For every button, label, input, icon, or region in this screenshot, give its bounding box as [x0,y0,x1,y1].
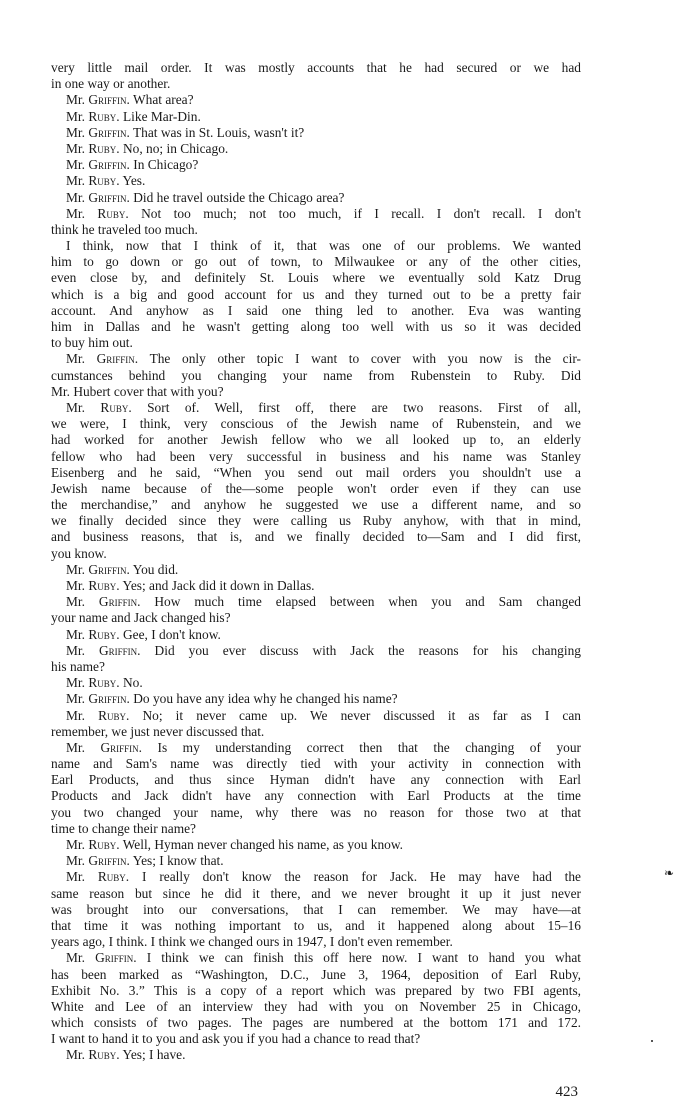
speaker-title: Mr. [66,626,85,642]
text-line [51,740,581,756]
text-line [51,627,581,643]
line-text: No; it never came up. We never discussed it as far as I can [142,707,581,723]
speaker-turn [51,675,581,691]
text-line [51,270,581,286]
speaker-title: Mr. [66,642,85,658]
text-line [51,805,581,821]
line-text: and business reasons, that is, and we finally decided to—Sam and I did first, [51,529,581,545]
speaker-turn [51,109,581,125]
speaker-title: Mr. [66,351,85,367]
speaker-turn [51,627,581,643]
text-line [51,756,581,772]
speaker-name: Ruby. [88,173,120,189]
line-text: You did. [132,561,179,577]
line-text: account. And anyhow as I said one thing led to another. Eva was wanting [51,302,581,318]
text-line [51,821,581,837]
speaker-name: Ruby. [88,140,120,156]
line-text: that time it was nothing important to us, and it happened along about 15–16 [51,917,581,933]
text-line [51,109,581,125]
speaker-turn [51,125,581,141]
speaker-title: Mr. [66,837,85,852]
line-text: Mr. Hubert cover that with you? [51,383,224,399]
speaker-name: Griffin. [88,691,130,707]
text-line [51,1047,581,1063]
speaker-name: Griffin. [95,950,137,966]
text-line [51,918,581,934]
speaker-name: Griffin. [88,189,130,205]
text-line [51,319,581,335]
line-text: which is a big and good account for us and they turned out to be a pretty fair [51,286,581,302]
line-text: The only other topic I want to cover with you now is the cir- [149,351,581,367]
text-line [51,1031,581,1047]
speaker-title: Mr. [66,578,85,593]
speaker-title: Mr. [66,707,85,723]
line-text: Yes; I have. [122,1047,186,1063]
text-line [51,708,581,724]
text-line [51,983,581,999]
line-text: we were, I think, very conscious of the Jewish name of Rubenstein, and we [51,416,581,432]
line-text: name and Sam's name was directly tied with your activity in connection with [51,756,581,772]
line-text: Did he travel outside the Chicago area? [133,189,345,205]
line-text: What area? [132,92,194,108]
text-line [51,157,581,173]
line-text: Products and Jack didn't have any connection with Earl Products at the time [51,788,581,804]
text-line [51,190,581,206]
text-line [51,368,581,384]
text-line [51,610,581,626]
text-line [51,449,581,465]
speaker-turn [51,562,581,578]
line-text: Earl Products, and thus since Hyman didn't have any connection with Earl [51,772,581,788]
line-text: In Chicago? [133,157,199,173]
line-text: fellow who had been very successful in business and his name was Stanley [51,448,581,464]
line-text: Do you have any idea why he changed his name? [133,691,398,707]
text-line [51,222,581,238]
transcript-body [51,60,581,1064]
speaker-turn [51,92,581,108]
line-text: Eisenberg and he said, “When you send out mail orders you shouldn't use a [51,464,581,480]
line-text: him to go down or go out of town, to Milwaukee or any of the other cities, [51,254,581,270]
speaker-name: Griffin. [100,739,143,755]
line-text: I think, now that I think of it, that was one of our problems. We wanted [66,238,581,254]
speaker-name: Griffin. [88,124,130,140]
speaker-title: Mr. [66,399,85,415]
line-text: in one way or another. [51,76,171,92]
line-text: That was in St. Louis, wasn't it? [132,124,305,140]
speaker-title: Mr. [66,561,85,577]
line-text: him in Dallas and he wasn't getting along too well with us so it was decided [51,319,581,334]
text-line [51,967,581,983]
speaker-name: Griffin. [88,92,130,108]
line-text: Sort of. Well, first off, there are two reasons. First of all, [147,399,581,415]
text-line [51,902,581,918]
text-line [51,76,581,92]
line-text: which consists of two pages. The pages are numbered at the bottom 171 and 172. [51,1015,581,1031]
speaker-name: Griffin. [88,561,130,577]
line-text: even close by, and definitely St. Louis where we eventually sold Katz Drug [51,270,581,286]
speaker-name: Ruby. [88,837,120,852]
speaker-title: Mr. [66,869,85,885]
line-text: to buy him out. [51,335,133,351]
speaker-turn [51,141,581,157]
line-text: you know. [51,545,107,561]
speaker-title: Mr. [66,594,85,610]
speaker-turn [51,708,581,740]
text-line [51,351,581,367]
line-text: very little mail order. It was mostly accounts that he had secured or we had [51,60,581,75]
line-text: remember, we just never discussed that. [51,723,265,739]
speaker-title: Mr. [66,157,85,173]
text-line [51,416,581,432]
text-line [51,999,581,1015]
line-text: I think we can finish this off here now. I want to hand you what [146,950,581,966]
text-line [51,546,581,562]
speaker-turn [51,578,581,594]
text-line [51,934,581,950]
speaker-title: Mr. [66,853,85,869]
text-line [51,92,581,108]
speaker-title: Mr. [66,675,85,691]
text-line [51,303,581,319]
text-line [51,869,581,885]
text-line [51,384,581,400]
text-line [51,659,581,675]
speaker-name: Ruby. [88,675,120,691]
speaker-turn [51,206,581,238]
speaker-title: Mr. [66,691,85,707]
line-text: Yes; I know that. [132,853,224,869]
speaker-title: Mr. [66,124,85,140]
line-text: same reason but since he did it there, and we never brought it up it just never [51,885,581,901]
text-line [51,772,581,788]
line-text: I want to hand it to you and ask you if you had a chance to read that? [51,1031,421,1047]
text-line [51,578,581,594]
line-text: No. [122,675,143,691]
text-line [51,287,581,303]
line-text: Exhibit No. 3.” This is a copy of a report which was prepared by two FBI agents, [51,982,581,998]
speaker-turn [51,853,581,869]
speaker-name: Ruby. [100,399,132,415]
speaker-title: Mr. [66,173,85,189]
speaker-title: Mr. [66,140,85,156]
speaker-turn [51,1047,581,1063]
speaker-name: Ruby. [97,205,129,221]
text-line [51,173,581,189]
line-text: I really don't know the reason for Jack. He may have had the [142,869,581,885]
speaker-name: Ruby. [88,1047,120,1063]
text-line [51,529,581,545]
line-text: has been marked as “Washington, D.C., June 3, 1964, deposition of Earl Ruby, [51,966,581,982]
text-line [51,206,581,222]
text-line [51,886,581,902]
speaker-name: Ruby. [97,869,130,885]
text-line [51,643,581,659]
paragraph [51,238,581,351]
line-text: Is my understanding correct then that the changing of your [157,739,581,755]
ink-blot-mark: ❧ [664,866,675,880]
text-line [51,562,581,578]
line-text: your name and Jack changed his? [51,610,231,626]
line-text: Yes. [122,173,146,189]
speaker-turn [51,869,581,950]
line-text: White and Lee of an interview they had with you on November 25 in Chicago, [51,998,581,1014]
speaker-title: Mr. [66,739,85,755]
speaker-name: Ruby. [88,626,120,642]
line-text: Did you ever discuss with Jack the reasons for his changing [154,642,581,658]
page-number: 423 [555,1084,578,1100]
text-line [51,497,581,513]
line-text: years ago, I think. I think we changed ours in 1947, I don't even remember. [51,934,453,950]
text-line [51,853,581,869]
line-text: his name? [51,658,105,674]
speaker-turn [51,157,581,173]
line-text: How much time elapsed between when you and Sam changed [154,594,581,610]
line-text: cumstances behind you changing your name from Rubenstein to Ruby. Did [51,367,581,383]
speaker-name: Griffin. [98,594,141,610]
speaker-title: Mr. [66,1047,85,1063]
speaker-turn [51,837,581,853]
speaker-name: Griffin. [96,351,139,367]
text-line [51,950,581,966]
speaker-title: Mr. [66,92,85,108]
speaker-name: Ruby. [88,108,120,124]
line-text: we finally decided since they were calling us Ruby anyhow, with that in mind, [51,513,581,529]
speaker-title: Mr. [66,189,85,205]
text-line [51,465,581,481]
speaker-turn [51,643,581,675]
line-text: Jewish name because of the—some people won't order even if they can use [51,480,581,496]
text-line [51,1015,581,1031]
speaker-turn [51,400,581,562]
speaker-turn [51,740,581,837]
line-text: No, no; in Chicago. [122,140,229,156]
speaker-turn [51,691,581,707]
line-text: time to change their name? [51,820,197,836]
text-line [51,691,581,707]
line-text: Like Mar-Din. [122,108,201,124]
line-text: Yes; and Jack did it down in Dallas. [122,578,315,593]
text-line [51,837,581,853]
line-text: Well, Hyman never changed his name, as you know. [122,837,404,852]
speaker-name: Griffin. [99,642,141,658]
text-line [51,254,581,270]
speaker-name: Ruby. [88,578,120,593]
speaker-turn [51,173,581,189]
text-line [51,724,581,740]
line-text: Gee, I don't know. [122,626,221,642]
line-text: Not too much; not too much, if I recall. I don't recall. I don't [141,205,581,221]
line-text: think he traveled too much. [51,221,198,237]
speaker-turn [51,190,581,206]
line-text: you two changed your name, why there was no reason for those two at that [51,804,581,820]
speaker-title: Mr. [66,205,85,221]
speaker-turn [51,950,581,1047]
paragraph [51,60,581,92]
text-line [51,594,581,610]
text-line [51,400,581,416]
text-line [51,238,581,254]
stray-dot-mark [651,1040,653,1042]
speaker-name: Griffin. [88,853,130,869]
speaker-turn [51,594,581,626]
line-text: had worked for another Jewish fellow who we all looked up to, an elderly [51,432,581,448]
line-text: the merchandise,” and anyhow he suggested we use a different name, and so [51,497,581,513]
text-line [51,125,581,141]
speaker-name: Griffin. [88,157,130,173]
line-text: was brought into our conversations, that I can remember. We may have—at [51,901,581,917]
speaker-name: Ruby. [98,707,130,723]
speaker-turn [51,351,581,400]
text-line [51,788,581,804]
text-line [51,675,581,691]
text-line [51,335,581,351]
text-line [51,141,581,157]
text-line [51,432,581,448]
text-line [51,481,581,497]
speaker-title: Mr. [66,108,85,124]
text-line [51,513,581,529]
speaker-title: Mr. [66,950,85,966]
text-line [51,60,581,76]
